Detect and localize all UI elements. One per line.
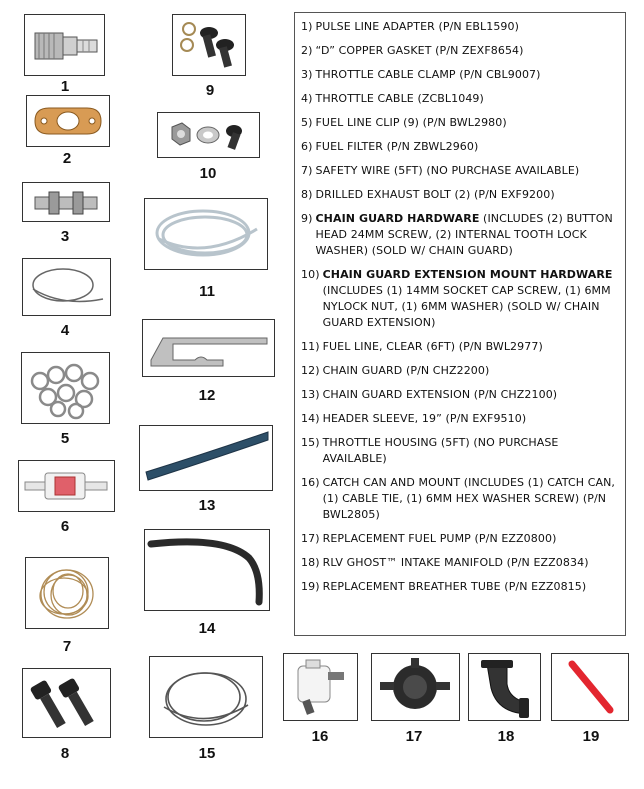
part-list-text: HEADER SLEEVE, 19” (P/N EXF9510)	[322, 412, 527, 425]
part-number-17: 17	[405, 728, 423, 745]
part-image-5	[21, 352, 110, 424]
part-list-item	[301, 267, 619, 331]
part-list-item	[301, 475, 619, 523]
part-list-index: 11)	[301, 340, 320, 353]
part-list-item	[301, 531, 619, 547]
part-image-13	[139, 425, 273, 491]
part-list-text: THROTTLE CABLE (ZCBL1049)	[315, 92, 484, 105]
safety-wire-icon	[26, 558, 108, 628]
part-image-1	[24, 14, 105, 76]
breather-tube-icon	[552, 654, 628, 720]
part-list-item	[301, 19, 619, 35]
part-image-4	[22, 258, 111, 316]
part-list-text: CATCH CAN AND MOUNT (INCLUDES (1) CATCH CAN, (1) CABLE TIE, (1) 6MM HEX WASHER SCREW) (P/N BWL2805)	[322, 476, 616, 521]
part-list-index: 4)	[301, 92, 313, 105]
fuel-filter-icon	[19, 461, 114, 511]
part-image-10	[157, 112, 260, 158]
part-list-text: FUEL LINE, CLEAR (6FT) (P/N BWL2977)	[322, 340, 543, 353]
part-list-index: 5)	[301, 116, 313, 129]
part-list-text: SAFETY WIRE (5FT) (NO PURCHASE AVAILABLE)	[315, 164, 580, 177]
part-number-12: 12	[198, 387, 216, 404]
part-number-9: 9	[205, 82, 215, 99]
part-list-index: 1)	[301, 20, 313, 33]
part-list-text: RLV GHOST™ INTAKE MANIFOLD (P/N EZZ0834)	[322, 556, 589, 569]
part-list-index: 17)	[301, 532, 320, 545]
cable-clamp-icon	[23, 183, 109, 221]
part-list-text: PULSE LINE ADAPTER (P/N EBL1590)	[315, 20, 520, 33]
part-image-15	[149, 656, 263, 738]
part-list-index: 19)	[301, 580, 320, 593]
part-list-item	[301, 435, 619, 467]
fuel-pump-icon	[372, 654, 459, 720]
part-list-item	[301, 339, 619, 355]
part-image-9	[172, 14, 246, 76]
part-list-item	[301, 67, 619, 83]
part-list-item	[301, 115, 619, 131]
part-number-1: 1	[60, 78, 70, 95]
part-list-bold-text: CHAIN GUARD HARDWARE	[315, 212, 480, 225]
part-number-5: 5	[60, 430, 70, 447]
part-image-7	[25, 557, 109, 629]
part-list-text: REPLACEMENT FUEL PUMP (P/N EZZ0800)	[322, 532, 557, 545]
part-image-19	[551, 653, 629, 721]
part-number-18: 18	[497, 728, 515, 745]
part-image-12	[142, 319, 275, 377]
part-list-detail-text: (INCLUDES (2) BUTTON HEAD 24MM SCREW, (2) INTERNAL TOOTH LOCK WASHER) (SOLD W/ CHAIN GUARD)	[315, 212, 613, 257]
part-list-text	[323, 267, 619, 331]
part-number-19: 19	[582, 728, 600, 745]
part-list-index: 8)	[301, 188, 313, 201]
part-image-17	[371, 653, 460, 721]
copper-gasket-icon	[27, 96, 109, 146]
exhaust-bolt-icon	[23, 669, 110, 737]
part-list-item	[301, 91, 619, 107]
part-list-index: 9)	[301, 212, 313, 225]
part-list-text: “D” COPPER GASKET (P/N ZEXF8654)	[315, 44, 524, 57]
part-list-index: 12)	[301, 364, 320, 377]
chain-guard-extension-icon	[140, 426, 272, 490]
part-list-text: FUEL LINE CLIP (9) (P/N BWL2980)	[315, 116, 507, 129]
part-list-index: 10)	[301, 268, 320, 281]
part-image-16	[283, 653, 358, 721]
extension-mount-hardware-icon	[158, 113, 259, 157]
part-list-item	[301, 163, 619, 179]
part-list-item	[301, 139, 619, 155]
part-number-3: 3	[60, 228, 70, 245]
part-number-14: 14	[198, 620, 216, 637]
part-list-index: 6)	[301, 140, 313, 153]
part-number-10: 10	[199, 165, 217, 182]
header-sleeve-icon	[145, 530, 269, 610]
part-image-6	[18, 460, 115, 512]
part-number-11: 11	[199, 283, 215, 300]
part-list-item	[301, 579, 619, 595]
part-number-16: 16	[311, 728, 329, 745]
part-list-item	[301, 211, 619, 259]
part-list-index: 16)	[301, 476, 320, 489]
part-number-4: 4	[60, 322, 70, 339]
part-list-index: 18)	[301, 556, 320, 569]
part-number-13: 13	[198, 497, 216, 514]
throttle-cable-icon	[23, 259, 110, 315]
part-list-index: 13)	[301, 388, 320, 401]
part-list-index: 15)	[301, 436, 320, 449]
part-list-index: 2)	[301, 44, 313, 57]
part-image-14	[144, 529, 270, 611]
part-image-18	[468, 653, 541, 721]
part-list-text: CHAIN GUARD (P/N CHZ2200)	[322, 364, 490, 377]
part-image-2	[26, 95, 110, 147]
part-list-detail-text: (INCLUDES (1) 14MM SOCKET CAP SCREW, (1) 6MM NYLOCK NUT, (1) 6MM WASHER) (SOLD W/ CHAIN GUARD EXTENSION)	[322, 284, 611, 329]
fuel-line-icon	[145, 199, 267, 269]
part-list-index: 7)	[301, 164, 313, 177]
fuel-line-clip-icon	[22, 353, 109, 423]
part-list-text: THROTTLE CABLE CLAMP (P/N CBL9007)	[315, 68, 541, 81]
part-list-text: DRILLED EXHAUST BOLT (2) (P/N EXF9200)	[315, 188, 555, 201]
part-list-item	[301, 411, 619, 427]
part-list-bold-text: CHAIN GUARD EXTENSION MOUNT HARDWARE	[322, 268, 613, 281]
chain-guard-hardware-icon	[173, 15, 245, 75]
part-number-2: 2	[62, 150, 72, 167]
part-list-text	[316, 211, 620, 259]
part-list-text: CHAIN GUARD EXTENSION (P/N CHZ2100)	[322, 388, 558, 401]
part-number-6: 6	[60, 518, 70, 535]
part-number-7: 7	[62, 638, 72, 655]
throttle-housing-icon	[150, 657, 262, 737]
intake-manifold-icon	[469, 654, 540, 720]
part-list-text: THROTTLE HOUSING (5FT) (NO PURCHASE AVAILABLE)	[322, 436, 559, 465]
part-list-item	[301, 363, 619, 379]
chain-guard-icon	[143, 320, 274, 376]
part-list-index: 3)	[301, 68, 313, 81]
part-list-text: FUEL FILTER (P/N ZBWL2960)	[315, 140, 479, 153]
part-list-item	[301, 387, 619, 403]
part-list-item	[301, 43, 619, 59]
part-image-3	[22, 182, 110, 222]
part-list-text: REPLACEMENT BREATHER TUBE (P/N EZZ0815)	[322, 580, 587, 593]
part-number-8: 8	[60, 745, 70, 762]
part-image-11	[144, 198, 268, 270]
part-number-15: 15	[198, 745, 216, 762]
pulse-line-adapter-icon	[25, 15, 104, 75]
part-list-item	[301, 555, 619, 571]
catch-can-icon	[284, 654, 357, 720]
parts-list	[294, 12, 626, 636]
part-image-8	[22, 668, 111, 738]
part-list-item	[301, 187, 619, 203]
part-list-index: 14)	[301, 412, 320, 425]
